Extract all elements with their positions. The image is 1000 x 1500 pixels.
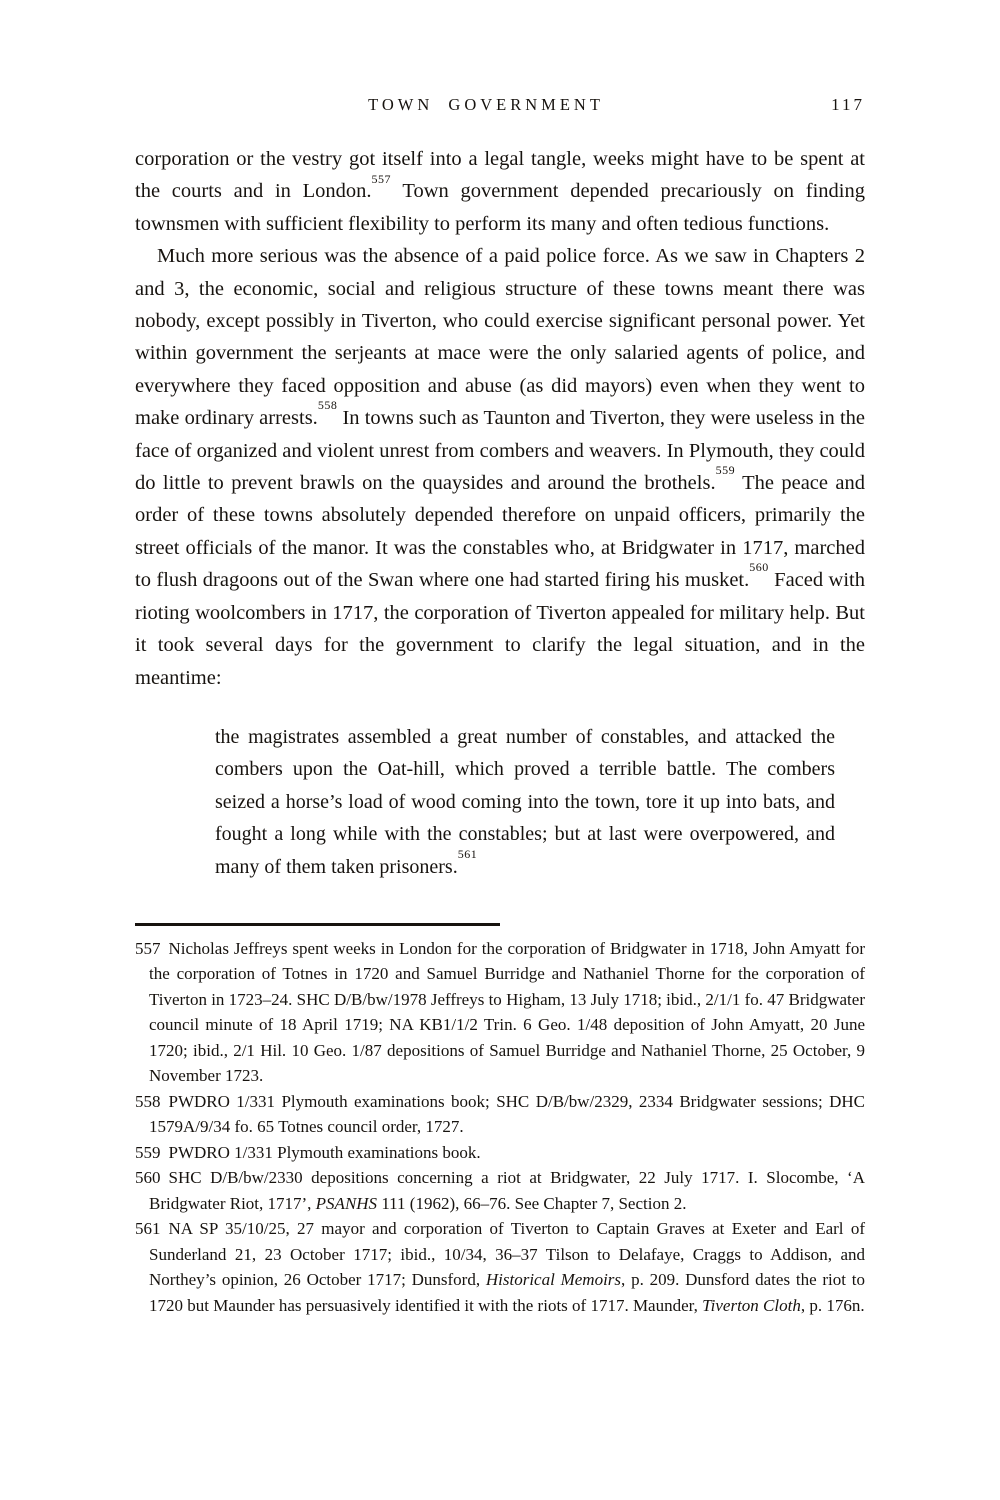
footnote-separator-rule [135,923,500,926]
footnote-ref-559: 559 [715,463,736,478]
footnote-560-text: SHC D/B/bw/2330 depositions concerning a riot at Bridgwater, 22 July 1717. I. Slocombe, ‘A Bridgwater Riot, 1717’, [149,1168,865,1213]
footnote-ref-561: 561 [457,846,478,861]
paragraph-1-text: corporation or the vestry got itself into a legal tangle, weeks might have to be spent at the courts and in London. [135,148,865,203]
footnotes-section [135,936,865,1319]
paragraph-2-text: Much more serious was the absence of a paid police force. As we saw in Chapters 2 and 3, the economic, social and religious structure of these towns meant there was nobody, except possibly in Tiverton, who could exercise significant personal power. Yet within government the serjeants at mace were the only salaried agents of police, and everywhere they faced opposition and abuse (as did mayors) even when they went to make ordinary arrests. [135,245,865,430]
footnote-ref-558: 558 [317,398,338,413]
footnote-559 [135,1140,865,1166]
paragraph-1-text: Town government depended precariously on finding townsmen with sufficient flexibility to perform its many and often tedious functions. [135,180,865,235]
footnote-ref-560: 560 [749,560,769,575]
block-quote-text: the magistrates assembled a great number of constables, and attacked the combers upon the Oat-hill, which proved a terrible battle. The combers seized a horse’s load of wood coming into the town, tore it up into bats, and fought a long while with the constables; but at last were overpowered, and many of them taken prisoners. [215,725,835,878]
paragraph-2-text: In towns such as Taunton and Tiverton, they were useless in the face of organized and violent unrest from combers and weavers. In Plymouth, they could do little to prevent brawls on the quaysides and around the brothels. [135,407,865,495]
footnote-557 [135,936,865,1089]
footnote-560-journal-title: PSANHS [315,1193,378,1213]
footnote-560-text: 111 (1962), 66–76. See Chapter 7, Section 2. [377,1193,687,1213]
paragraph-2-text: The peace and order of these towns absolutely depended therefore on unpaid officers, primarily the street officials of the manor. It was the constables who, at Bridgwater in 1717, marched to flush dragoons out of the Swan where one had started firing his musket. [135,472,865,592]
page-header [135,95,865,117]
footnote-ref-557: 557 [371,171,392,186]
paragraph-2-text: Faced with rioting woolcombers in 1717, the corporation of Tiverton appealed for military help. But it took several days for the government to clarify the legal situation, and in the meantime: [135,569,865,689]
footnote-560-number: 560 [135,1168,161,1188]
footnote-561-book-title: Tiverton Cloth [702,1295,801,1315]
running-head-title: TOWN GOVERNMENT [368,95,604,114]
paragraph-1 [135,143,865,240]
page-number: 117 [831,95,865,114]
footnote-561-number: 561 [135,1219,161,1239]
footnote-557-text: Nicholas Jeffreys spent weeks in London for the corporation of Bridgwater in 1718, John Amyatt for the corporation of Totnes in 1720 and Samuel Burridge and Nathaniel Thorne for the corporation of Tiverton in 1723–24. SHC D/B/bw/1978 Jeffreys to Higham, 13 July 1718; ibid., 2/1/1 fo. 47 Bridgwater council minute of 18 April 1719; NA KB1/1/2 Trin. 6 Geo. 1/48 deposition of John Amyatt, 20 June 1720; ibid., 2/1 Hil. 10 Geo. 1/87 depositions of Samuel Burridge and Nathaniel Thorne, 25 October, 9 November 1723. [149,938,865,1086]
block-quote [215,721,835,883]
footnote-561-book-title: Historical Memoirs [485,1270,622,1290]
body-text [135,143,865,883]
footnote-561-text: NA SP 35/10/25, 27 mayor and corporation of Tiverton to Captain Graves at Exeter and Earl of Sunderland 21, 23 October 1717; ibid., 10/34, 36–37 Tilson to Delafaye, Craggs to Addison, and Northey’s opinion, 26 October 1717; Dunsford, [149,1219,865,1290]
footnote-559-text: PWDRO 1/331 Plymouth examinations book. [168,1142,481,1162]
footnote-561-text: , p. 209. Dunsford dates the riot to 1720 but Maunder has persuasively identified it with the riots of 1717. Maunder, [149,1270,866,1315]
footnote-558 [135,1089,865,1140]
footnote-560 [135,1165,865,1216]
footnote-559-number: 559 [135,1142,161,1162]
paragraph-2 [135,240,865,694]
footnote-558-text: PWDRO 1/331 Plymouth examinations book; SHC D/B/bw/2329, 2334 Bridgwater sessions; DHC 1579A/9/34 fo. 65 Totnes council order, 1727. [149,1091,865,1137]
footnote-558-number: 558 [135,1091,161,1111]
footnote-561 [135,1216,865,1318]
footnote-561-text: , p. 176n. [800,1295,865,1315]
footnote-557-number: 557 [135,938,161,958]
